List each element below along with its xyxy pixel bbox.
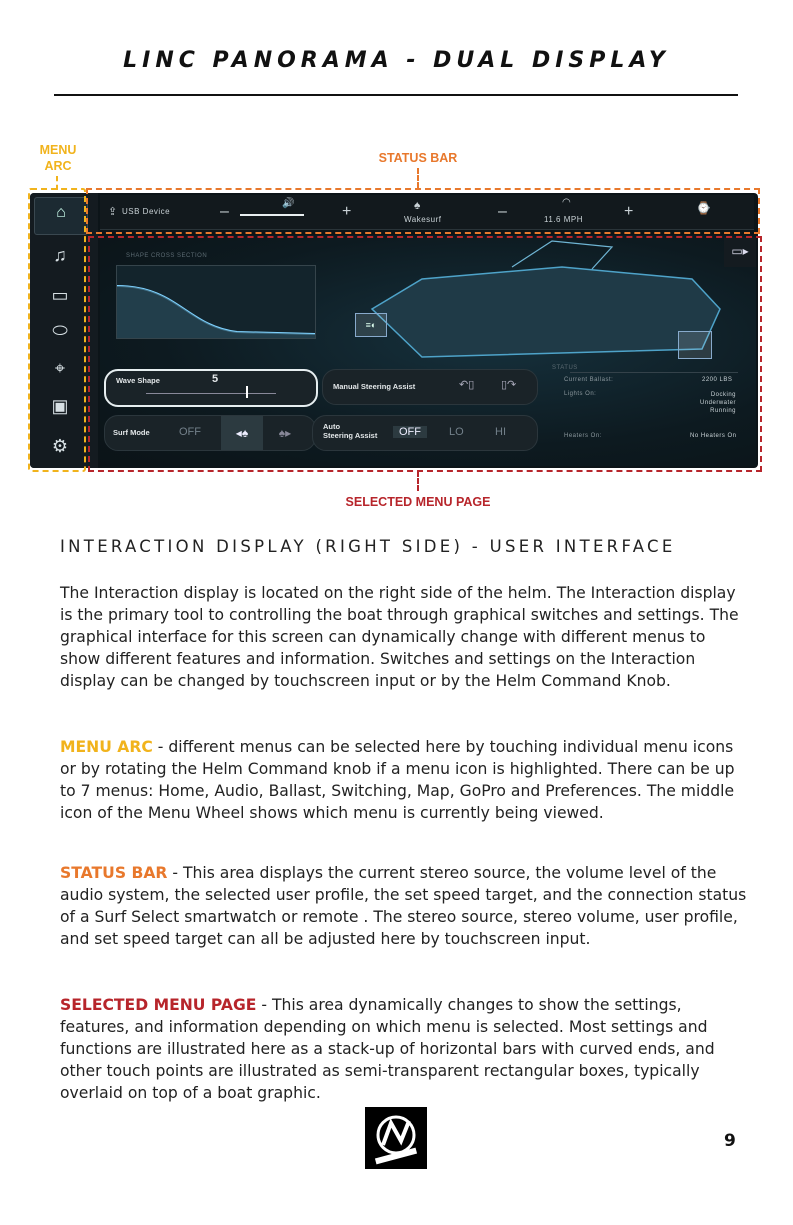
volume-minus[interactable]: –: [220, 203, 230, 220]
headlight-button[interactable]: ≡◐: [355, 313, 387, 337]
page-number: 9: [724, 1131, 736, 1151]
status-bar-region: [86, 188, 760, 234]
surf-mode-label: Surf Mode: [113, 428, 150, 437]
wave-chart-title: SHAPE CROSS SECTION: [126, 253, 208, 259]
auto-steering-label: Auto Steering Assist: [323, 422, 378, 440]
wave-shape-label: Wave Shape: [116, 376, 160, 385]
nautique-logo: [365, 1107, 427, 1169]
map-icon[interactable]: ⌖: [54, 358, 66, 378]
gear-icon[interactable]: ⚙: [51, 436, 69, 456]
status-bar-text: - This area displays the current stereo source, the volume level of the audio system, the selected user profile, the set speed target, and the connection status of a Surf Select smartwatch or remote . The stereo source, stereo volume, user profile, and set speed target can all be adjusted here by touchscreen input.: [60, 864, 747, 949]
camera-icon[interactable]: ▭▸: [724, 237, 756, 267]
source-label[interactable]: USB Device: [122, 207, 171, 216]
wakesurf-icon: ♠: [414, 198, 421, 212]
speed-plus[interactable]: +: [624, 203, 634, 220]
auto-steering-off[interactable]: OFF: [393, 426, 427, 438]
gopro-icon[interactable]: ▣: [51, 396, 69, 416]
section-heading: INTERACTION DISPLAY (RIGHT SIDE) - USER INTERFACE: [60, 537, 676, 556]
switch-icon[interactable]: ⬭: [52, 320, 68, 340]
selected-menu-page-region: [88, 236, 762, 472]
menu-arc-term: MENU ARC: [60, 738, 153, 756]
status-bar-term: STATUS BAR: [60, 864, 168, 882]
menu-arc-paragraph: [60, 736, 750, 824]
ballast-icon[interactable]: ▭: [51, 285, 69, 305]
home-icon[interactable]: ⌂: [34, 197, 88, 235]
surf-right-button[interactable]: ♠▸: [278, 426, 292, 440]
selected-menu-page-text: - This area dynamically changes to show the settings, features, and information depending on which menu is selected. Most settings and functions are illustrated here as a stack-up of horizontal bars with curved ends, and other touch points are illustrated as semi-transparent rectangular boxes, typically overlaid on top of a boat graphic.: [60, 996, 715, 1103]
status-bar-leader: [417, 168, 419, 188]
surf-mode-off[interactable]: OFF: [179, 426, 201, 438]
music-icon[interactable]: ♫: [53, 245, 67, 265]
selected-menu-page-paragraph: [60, 994, 750, 1104]
lights-label: Lights On:: [564, 391, 597, 397]
speaker-icon: 🔊: [282, 198, 295, 209]
status-panel-title: STATUS: [552, 365, 578, 371]
volume-plus[interactable]: +: [342, 203, 352, 220]
header-divider: [54, 94, 738, 96]
menu-arc-region: [28, 188, 86, 472]
auto-steering-hi[interactable]: HI: [495, 426, 506, 438]
usb-icon: ⇪: [108, 206, 118, 218]
surf-left-button[interactable]: ◂♠: [221, 416, 263, 450]
lights-value: Docking Underwater Running: [700, 392, 737, 414]
selected-menu-page-callout: SELECTED MENU PAGE: [345, 495, 491, 509]
wave-shape-value: 5: [212, 373, 219, 385]
speedometer-icon: ◠: [562, 197, 572, 208]
manual-steering-label: Manual Steering Assist: [333, 382, 416, 391]
profile-label[interactable]: Wakesurf: [404, 215, 442, 224]
status-bar-callout: STATUS BAR: [378, 151, 458, 165]
speed-value[interactable]: 11.6 MPH: [544, 215, 583, 224]
heaters-label: Heaters On:: [564, 433, 602, 439]
selected-menu-page-term: SELECTED MENU PAGE: [60, 996, 257, 1014]
steer-left-button[interactable]: ↶▯: [459, 379, 475, 391]
intro-paragraph: The Interaction display is located on the right side of the helm. The Interaction display is the primary tool to controlling the boat through graphical switches and settings. The graphical interface for this screen can dynamically change with different menus to show different features and information. Switches and settings on the Interaction display can be changed by touchscreen input or by the Helm Command Knob.: [60, 584, 739, 691]
selected-menu-page-leader: [417, 471, 419, 491]
heaters-value: No Heaters On: [690, 433, 737, 439]
status-bar-paragraph: [60, 862, 750, 950]
ballast-label: Current Ballast:: [564, 377, 614, 383]
auto-steering-lo[interactable]: LO: [449, 426, 464, 438]
menu-arc-callout: MENU ARC: [39, 143, 77, 173]
ballast-value: 2200 LBS: [702, 377, 733, 383]
menu-arc-text: - different menus can be selected here by touching individual menu icons or by rotating the Helm Command knob if a menu icon is highlighted. There can be up to 7 menus: Home, Audio, Ballast, Switching, Map, GoPro and Preferences. The middle icon of the Menu Wheel shows which menu is currently being viewed.: [60, 738, 735, 823]
watch-icon[interactable]: ⌚: [696, 201, 712, 215]
speed-minus[interactable]: –: [498, 203, 508, 220]
steer-right-button[interactable]: ▯↷: [501, 379, 517, 391]
page-title: LINC PANORAMA - DUAL DISPLAY: [123, 48, 670, 73]
